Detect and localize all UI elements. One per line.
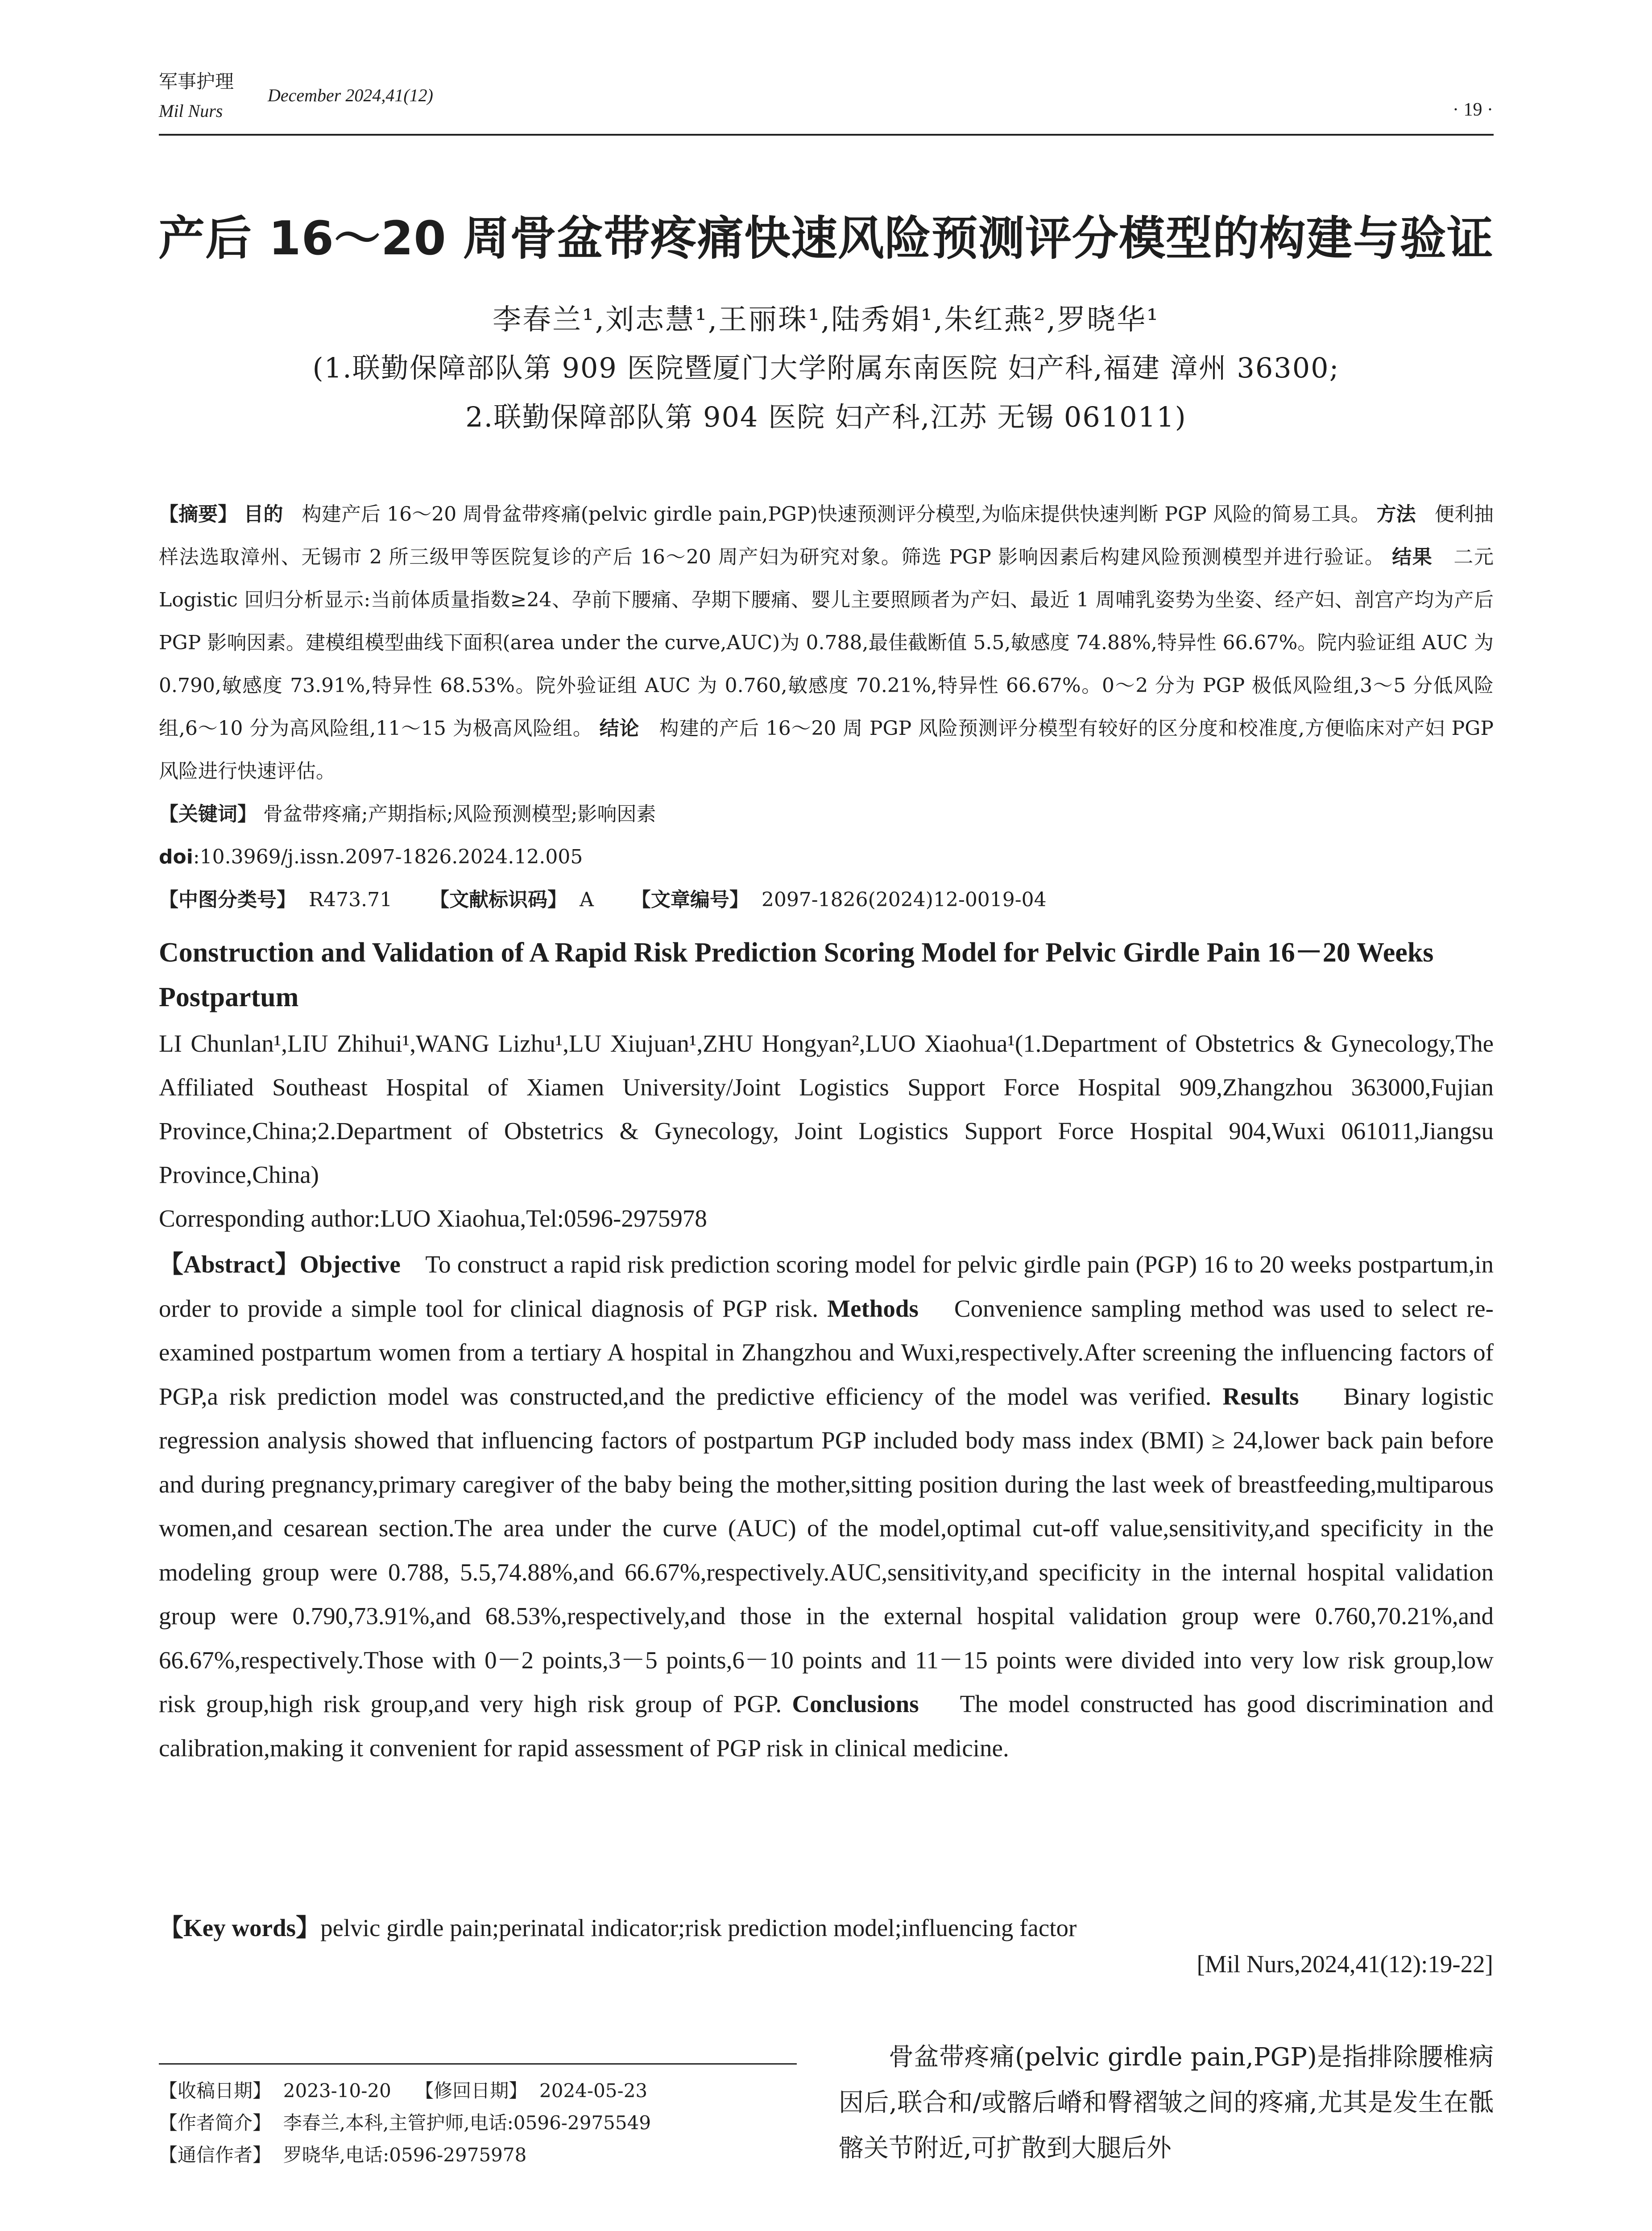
results-label: 结果 <box>1392 546 1433 568</box>
body-text-column <box>839 2035 1494 2171</box>
methods-text: 便利抽样法选取漳州、无锡市 2 所三级甲等医院复诊的产后 16～20 周产妇为研究对象。筛选 PGP 影响因素后构建风险预测模型并进行验证。 <box>159 503 1494 568</box>
objective-label: 目的 <box>244 503 283 526</box>
affiliation-1: (1.联勤保障部队第 909 医院暨厦门大学附属东南医院 妇产科,福建 漳州 36300; <box>312 352 1340 384</box>
affiliation-2: 2.联勤保障部队第 904 医院 妇产科,江苏 无锡 061011) <box>465 401 1187 433</box>
conclusions-en-label: Conclusions <box>792 1690 919 1717</box>
doc-code-label: 【文献标识码】 <box>430 888 567 911</box>
doc-code-value: A <box>580 888 594 911</box>
conclusions-label: 结论 <box>599 717 640 740</box>
corresponding-label: 【通信作者】 <box>159 2144 272 2166</box>
clc-value: R473.71 <box>308 888 393 911</box>
objective-en-label: Objective <box>299 1251 401 1278</box>
english-title: Construction and Validation of A Rapid Risk Prediction Scoring Model for Pelvic Girdle Pain 16－20 Weeks Postpartum <box>159 937 1434 1012</box>
keywords-label: 【关键词】 <box>159 803 257 825</box>
english-authors <box>159 1022 1494 1240</box>
article-no-label: 【文章编号】 <box>631 888 749 911</box>
footnote-corresponding <box>159 2139 806 2171</box>
header-rule <box>159 134 1494 136</box>
revised-label: 【修回日期】 <box>415 2080 528 2102</box>
doi-text: :10.3969/j.issn.2097-1826.2024.12.005 <box>193 846 583 868</box>
doi-line <box>159 836 1494 879</box>
corresponding-info: 罗晓华,电话:0596-2975978 <box>283 2144 527 2166</box>
author-info: 李春兰,本科,主管护师,电话:0596-2975549 <box>283 2112 651 2134</box>
footnote-dates <box>159 2075 806 2107</box>
article-no-value: 2097-1826(2024)12-0019-04 <box>761 888 1047 911</box>
footnote-rule <box>159 2063 797 2065</box>
page-number: · 19 · <box>1453 100 1493 120</box>
citation: [Mil Nurs,2024,41(12):19-22] <box>1197 1950 1493 1978</box>
conclusions-text: 构建的产后 16～20 周 PGP 风险预测评分模型有较好的区分度和校准度,方便临床对产妇 PGP 风险进行快速评估。 <box>159 717 1494 783</box>
keywords-en-text: pelvic girdle pain;perinatal indicator;risk prediction model;influencing factor <box>320 1914 1077 1941</box>
abstract-en-label: 【Abstract】 <box>159 1251 300 1278</box>
doi-label: doi <box>159 846 193 868</box>
article-title: 产后 16～20 周骨盆带疼痛快速风险预测评分模型的构建与验证 <box>158 211 1494 265</box>
abstract-en <box>159 1243 1494 1770</box>
author-list: 李春兰¹,刘志慧¹,王丽珠¹,陆秀娟¹,朱红燕²,罗晓华¹ <box>493 303 1159 336</box>
revised-date: 2024-05-23 <box>539 2080 648 2102</box>
received-date: 2023-10-20 <box>283 2080 391 2102</box>
methods-label: 方法 <box>1376 503 1416 526</box>
results-en-label: Results <box>1222 1382 1299 1410</box>
objective-text: 构建产后 16～20 周骨盆带疼痛(pelvic girdle pain,PGP)快速预测评分模型,为临床提供快速判断 PGP 风险的简易工具。 <box>302 503 1370 526</box>
conclusions-en-text: The model constructed has good discrimination and calibration,making it convenient for rapid assessment of PGP risk in clinical medicine. <box>159 1690 1494 1762</box>
objective-en-text: To construct a rapid risk prediction scoring model for pelvic girdle pain (PGP) 16 to 20 weeks postpartum,in order to provide a simple tool for clinical diagnosis of PGP risk. <box>159 1251 1494 1322</box>
body-paragraph: 骨盆带疼痛(pelvic girdle pain,PGP)是指排除腰椎病因后,联合和/或髂后嵴和臀褶皱之间的疼痛,尤其是发生在骶髂关节附近,可扩散到大腿后外 <box>839 2043 1494 2163</box>
footnote-author <box>159 2107 806 2139</box>
received-label: 【收稿日期】 <box>159 2080 272 2102</box>
keywords-en-label: 【Key words】 <box>159 1914 321 1941</box>
keywords-en <box>159 1906 1494 1950</box>
keywords-text: 骨盆带疼痛;产期指标;风险预测模型;影响因素 <box>263 803 656 825</box>
abstract-label: 【摘要】 <box>159 503 238 526</box>
keywords-cn <box>159 793 1494 836</box>
corresponding-author: Corresponding author:LUO Xiaohua,Tel:0596-2975978 <box>159 1205 707 1232</box>
author-info-label: 【作者简介】 <box>159 2112 272 2134</box>
methods-en-label: Methods <box>827 1294 919 1322</box>
journal-name-cn: 军事护理 <box>159 70 234 92</box>
english-author-affiliations: LI Chunlan¹,LIU Zhihui¹,WANG Lizhu¹,LU Xiujuan¹,ZHU Hongyan²,LUO Xiaohua¹(1.Department of Obstetrics & Gynecology,The Affiliated Southeast Hospital of Xiamen University/Joint Logistics Support Force Hospital 909,Zhangzhou 363000,Fujian Province,China;2.Department of Obstetrics & Gynecology, Joint Logistics Support Force Hospital 904,Wuxi 061011,Jiangsu Province,China) <box>159 1030 1494 1188</box>
results-en-text: Binary logistic regression analysis showed that influencing factors of postpartum PGP included body mass index (BMI) ≥ 24,lower back pain before and during pregnancy,primary caregiver of the baby being the mother,sitting position during the last week of breastfeeding,multiparous women,and cesarean section.The area under the curve (AUC) of the model,optimal cut-off value,sensitivity,and specificity in the modeling group were 0.788, 5.5,74.88%,and 66.67%,respectively.AUC,sensitivity,and specificity in the internal hospital validation group were 0.790,73.91%,and 68.53%,respectively,and those in the external hospital validation group were 0.760,70.21%,and 66.67%,respectively.Those with 0－2 points,3－5 points,6－10 points and 11－15 points were divided into very low risk group,low risk group,high risk group,and very high risk group of PGP. <box>159 1382 1494 1717</box>
issue-info: December 2024,41(12) <box>268 85 433 105</box>
classification-line <box>159 879 1494 921</box>
abstract-cn <box>159 493 1494 921</box>
results-text: 二元 Logistic 回归分析显示:当前体质量指数≥24、孕前下腰痛、孕期下腰痛、婴儿主要照顾者为产妇、最近 1 周哺乳姿势为坐姿、经产妇、剖宫产均为产后 PGP 影响因素。建模组模型曲线下面积(area under the curve,AUC)为 0.788,最佳截断值 5.5,敏感度 74.88%,特异性 66.67%。院内验证组 AUC 为 0.790,敏感度 73.91%,特异性 68.53%。院外验证组 AUC 为 0.760,敏感度 70.21%,特异性 66.67%。0～2 分为 PGP 极低风险组,3～5 分低风险组,6～10 分为高风险组,11～15 为极高风险组。 <box>159 546 1494 740</box>
methods-en-text: Convenience sampling method was used to select re-examined postpartum women from a tertiary A hospital in Zhangzhou and Wuxi,respectively.After screening the influencing factors of PGP,a risk prediction model was constructed,and the predictive efficiency of the model was verified. <box>159 1294 1494 1410</box>
clc-label: 【中图分类号】 <box>159 888 296 911</box>
journal-name-en: Mil Nurs <box>159 101 223 121</box>
